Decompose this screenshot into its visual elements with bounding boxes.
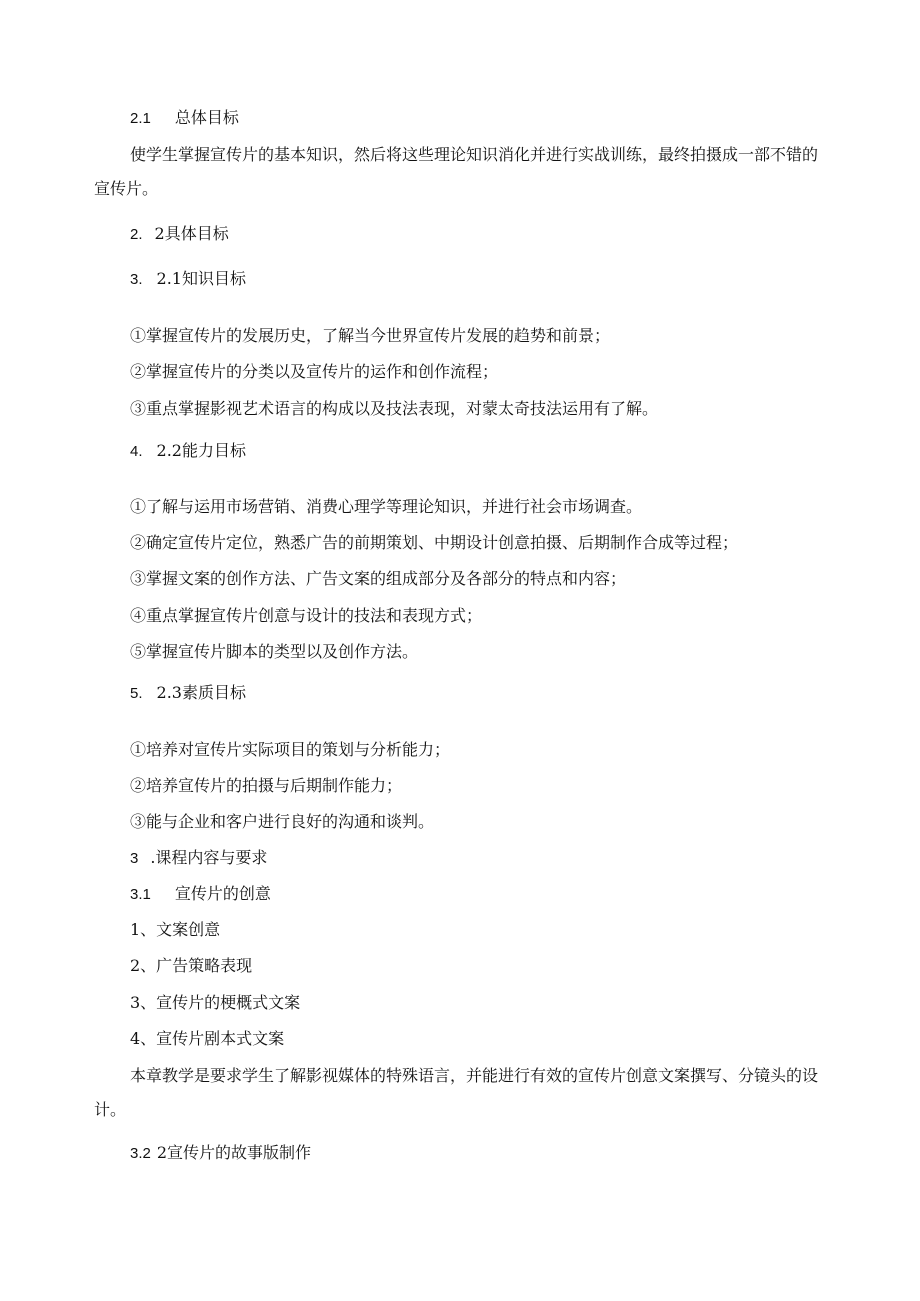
list-item: 3、宣传片的梗概式文案 [130, 993, 301, 1012]
heading-number: 3.1 [130, 886, 151, 903]
heading-number: 3. [130, 271, 143, 288]
heading-3-2 [130, 1142, 311, 1165]
list-item: ③能与企业和客户进行良好的沟通和谈判。 [130, 812, 435, 831]
heading-title: 2.3素质目标 [156, 683, 246, 702]
list-item: ②培养宣传片的拍摄与后期制作能力； [130, 776, 403, 795]
heading-2-2 [130, 223, 229, 246]
list-item: ⑤掌握宣传片脚本的类型以及创作方法。 [130, 642, 419, 661]
heading-2-1 [130, 107, 239, 130]
heading-number: 3.2 [130, 1145, 151, 1162]
list-item: ②掌握宣传片的分类以及宣传片的运作和创作流程； [130, 362, 499, 381]
list-item: 4、宣传片剧本式文案 [130, 1029, 285, 1048]
heading-number: 4. [130, 443, 143, 460]
list-item: ④重点掌握宣传片创意与设计的技法和表现方式； [130, 606, 483, 625]
paragraph-overall-goal: 使学生掌握宣传片的基本知识，然后将这些理论知识消化并进行实战训练，最终拍摄成一部不错的宣传片。 [94, 145, 819, 198]
heading-title: 2.2能力目标 [156, 441, 246, 460]
list-item: ①培养对宣传片实际项目的策划与分析能力； [130, 740, 451, 759]
heading-number: 2.1 [130, 110, 151, 127]
heading-2-2-3 [130, 682, 246, 705]
list-item: ①了解与运用市场营销、消费心理学等理论知识，并进行社会市场调查。 [130, 497, 643, 516]
heading-3 [130, 847, 267, 870]
list-item: ②确定宣传片定位，熟悉广告的前期策划、中期设计创意拍摄、后期制作合成等过程； [130, 533, 739, 552]
heading-number: 3 [130, 850, 139, 867]
heading-title: 总体目标 [174, 108, 239, 127]
heading-3-1 [130, 883, 271, 906]
list-item: 2、广告策略表现 [130, 956, 253, 975]
heading-number: 2. [130, 226, 143, 243]
paragraph-chapter-requirements: 本章教学是要求学生了解影视媒体的特殊语言，并能进行有效的宣传片创意文案撰写、分镜头的设计。 [94, 1066, 819, 1119]
list-item: ③掌握文案的创作方法、广告文案的组成部分及各部分的特点和内容； [130, 569, 627, 588]
heading-title: 2具体目标 [154, 224, 229, 243]
heading-2-2-1 [130, 268, 246, 291]
list-item: 1、文案创意 [130, 920, 221, 939]
list-item: ①掌握宣传片的发展历史，了解当今世界宣传片发展的趋势和前景； [130, 326, 611, 345]
heading-number: 5. [130, 685, 143, 702]
heading-2-2-2 [130, 440, 246, 463]
heading-title: 2.1知识目标 [156, 269, 246, 288]
heading-title: .课程内容与要求 [150, 848, 268, 867]
list-item: ③重点掌握影视艺术语言的构成以及技法表现，对蒙太奇技法运用有了解。 [130, 399, 659, 418]
heading-title: 宣传片的创意 [174, 884, 271, 903]
heading-title: 2宣传片的故事版制作 [156, 1143, 312, 1162]
